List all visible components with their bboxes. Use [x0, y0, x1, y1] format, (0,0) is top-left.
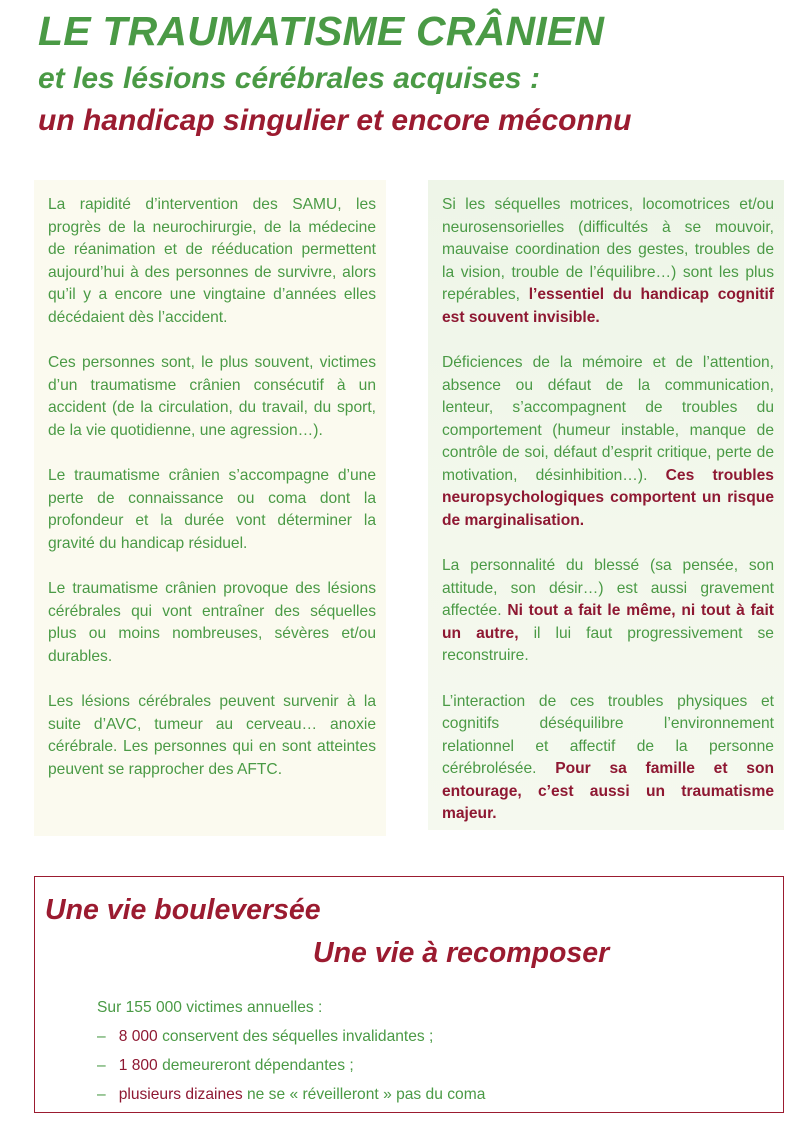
list-dash: –: [97, 1086, 106, 1103]
page-tagline: un handicap singulier et encore méconnu: [38, 104, 632, 137]
right-paragraph-1-text: Si les séquelles motrices, locomotrices et/ou neurosensorielles (difficultés à se mouvoir, mauvaise coordination des gestes, troubles de la vision, trouble de l’équilibre…) sont les plus repérables,: [442, 196, 774, 303]
statistic-text: ne se « réveilleront » pas du coma: [246, 1086, 486, 1103]
left-paragraph-1: La rapidité d’intervention des SAMU, les progrès de la neurochirurgie, de la médecine de réanimation et de rééducation permettent aujourd’hui à des personnes de survivre, alors qu’il y a encore une vingtaine d’années elles décédaient dès l’accident.: [48, 196, 376, 326]
statistic-number: 1 800: [118, 1057, 158, 1074]
right-paragraph-4: [442, 691, 774, 826]
right-paragraph-2-highlight: Ces troubles neuropsychologiques comportent un risque de marginalisation.: [442, 466, 774, 529]
right-paragraph-3-text: La personnalité du blessé (sa pensée, son attitude, son désir…) est aussi gravement affectée.: [442, 557, 774, 619]
right-paragraph-3-tail: il lui faut progressivement se reconstruire.: [442, 624, 774, 664]
statistics-box: [34, 876, 784, 1113]
right-paragraph-2: [442, 352, 774, 532]
statistics-intro: Sur 155 000 victimes annuelles :: [97, 999, 323, 1016]
left-paragraph-2: Ces personnes sont, le plus souvent, victimes d’un traumatisme crânien consécutif à un accident (de la circulation, du travail, du sport, de la vie quotidienne, une agression…).: [48, 354, 376, 439]
right-paragraph-2-text: Déficiences de la mémoire et de l’attention, absence ou défaut de la communication, lenteur, s’accompagnent de troubles du comportement (humeur instable, manque de contrôle de soi, défaut d’esprit critique, perte de motivation, désinhibition…).: [442, 354, 774, 484]
list-dash: –: [97, 1028, 106, 1045]
page-subtitle: et les lésions cérébrales acquises :: [38, 62, 540, 95]
statistics-item: [97, 1051, 485, 1080]
statistic-number: plusieurs dizaines: [118, 1086, 243, 1103]
right-paragraph-4-highlight: Pour sa famille et son entourage, c’est aussi un traumatisme majeur.: [442, 760, 774, 822]
right-paragraph-1-highlight: l’essentiel du handicap cognitif est souvent invisible.: [442, 286, 774, 326]
left-paragraph-3: Le traumatisme crânien s’accompagne d’une perte de connaissance ou coma dont la profondeur et la durée vont déterminer la gravité du handicap résiduel.: [48, 467, 376, 552]
right-paragraph-3-highlight: Ni tout a fait le même, ni tout à fait un autre,: [442, 602, 774, 642]
statistic-text: demeureront dépendantes ;: [162, 1057, 354, 1074]
right-paragraph-1: [442, 194, 774, 329]
box-heading-2: Une vie à recomposer: [313, 937, 610, 969]
page-title: LE TRAUMATISME CRÂNIEN: [38, 8, 605, 54]
statistic-text: conservent des séquelles invalidantes ;: [162, 1028, 434, 1045]
list-dash: –: [97, 1057, 106, 1074]
statistics-list: [97, 993, 485, 1109]
right-paragraph-4-text: L’interaction de ces troubles physiques et cognitifs déséquilibre l’environnement relationnel et affectif de la personne cérébrolésée.: [442, 692, 774, 777]
left-paragraph-5: Les lésions cérébrales peuvent survenir à la suite d’AVC, tumeur au cerveau… anoxie cérébrale. Les personnes qui en sont atteintes peuvent se rapprocher des AFTC.: [48, 693, 376, 778]
statistic-number: 8 000: [118, 1028, 158, 1045]
box-heading-1: Une vie bouleversée: [45, 894, 321, 926]
right-column: [428, 180, 784, 830]
statistics-item: [97, 1080, 485, 1109]
left-column: [34, 180, 386, 836]
left-paragraph-4: Le traumatisme crânien provoque des lésions cérébrales qui vont entraîner des séquelles plus ou moins nombreuses, sévères et/ou durables.: [48, 580, 376, 665]
right-paragraph-3: [442, 555, 774, 668]
statistics-item: [97, 1022, 485, 1051]
